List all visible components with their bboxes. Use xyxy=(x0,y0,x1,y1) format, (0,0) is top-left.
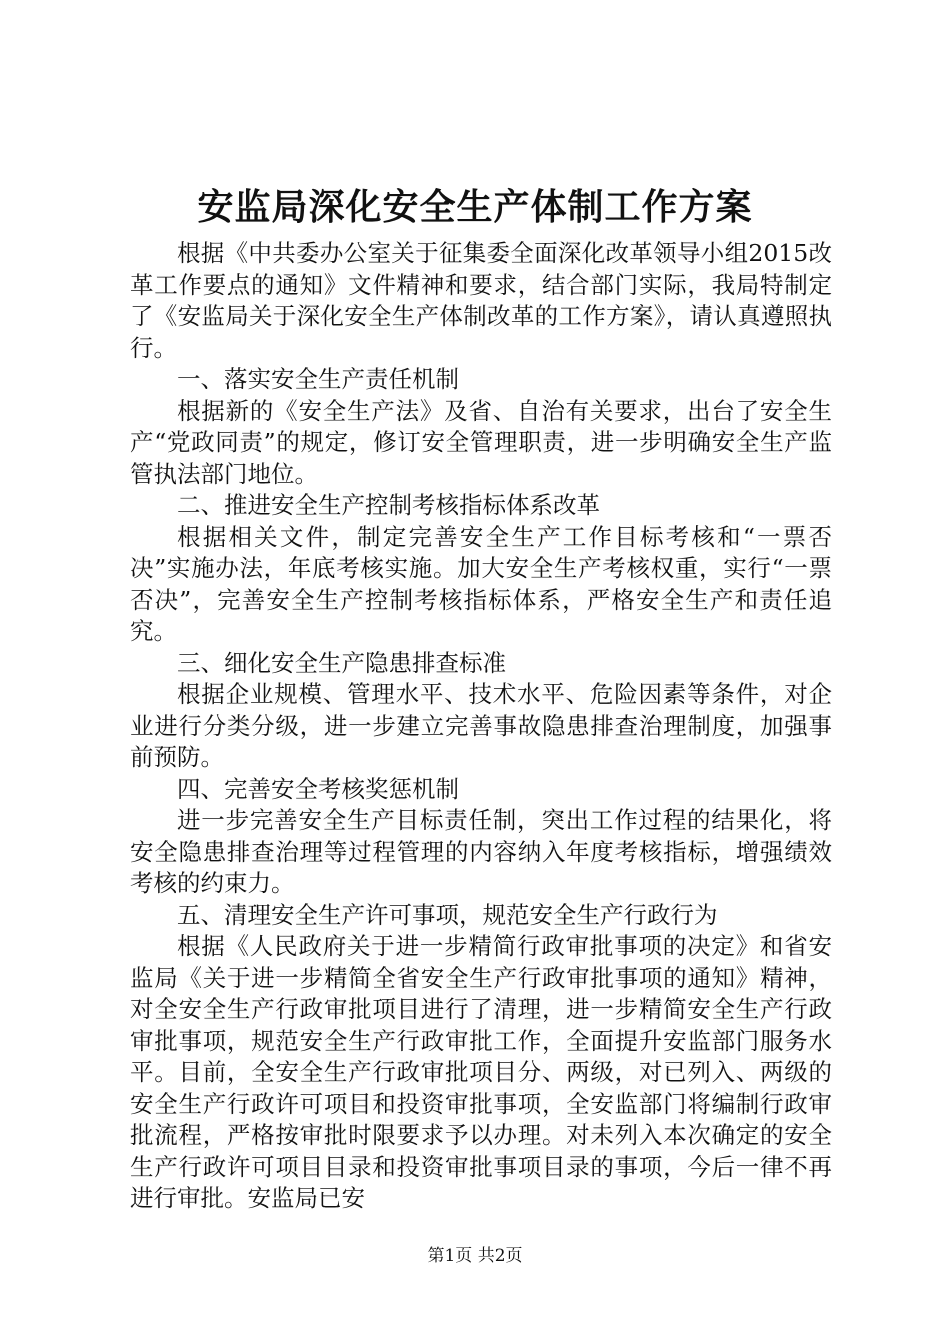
section-1-heading: 一、落实安全生产责任机制 xyxy=(177,365,459,393)
section-1-body: 根据新的《安全生产法》及省、自治有关要求，出台了安全生产“党政同责”的规定，修订安全管理职责，进一步明确安全生产监管执法部门地位。 xyxy=(130,396,832,488)
document-title: 安监局深化安全生产体制工作方案 xyxy=(197,187,753,228)
section-3-body: 根据企业规模、管理水平、技术水平、危险因素等条件，对企业进行分类分级，进一步建立完善事故隐患排查治理制度，加强事前预防。 xyxy=(130,680,832,771)
section-2-body: 根据相关文件，制定完善安全生产工作目标考核和“一票否决”实施办法，年底考核实施。加大安全生产考核权重，实行“一票否决”，完善安全生产控制考核指标体系，严格安全生产和责任追究。 xyxy=(130,522,832,645)
document-body xyxy=(130,238,832,1215)
section-2-heading: 二、推进安全生产控制考核指标体系改革 xyxy=(177,491,600,519)
intro-paragraph: 根据《中共委办公室关于征集委全面深化改革领导小组2015改革工作要点的通知》文件精神和要求，结合部门实际，我局特制定了《安监局关于深化安全生产体制改革的工作方案》，请认真遵照执行。 xyxy=(130,239,832,362)
section-4-heading: 四、完善安全考核奖惩机制 xyxy=(177,774,459,803)
section-5-body: 根据《人民政府关于进一步精简行政审批事项的决定》和省安监局《关于进一步精简全省安全生产行政审批事项的通知》精神，对全安全生产行政审批项目进行了清理，进一步精简安全生产行政审批事项，规范安全生产行政审批工作，全面提升安监部门服务水平。目前，全安全生产行政审批项目分、两级，对已列入、两级的安全生产行政许可项目和投资审批事项，全安监部门将编制行政审批流程，严格按审批时限要求予以办理。对未列入本次确定的安全生产行政许可项目目录和投资审批事项目录的事项，今后一律不再进行审批。安监局已安 xyxy=(130,932,832,1212)
section-4-body: 进一步完善安全生产目标责任制，突出工作过程的结果化，将安全隐患排查治理等过程管理的内容纳入年度考核指标，增强绩效考核的约束力。 xyxy=(130,806,832,897)
page-footer: 第1页 共2页 xyxy=(427,1246,523,1266)
section-5-heading: 五、清理安全生产许可事项，规范安全生产行政行为 xyxy=(177,900,718,929)
section-3-heading: 三、细化安全生产隐患排查标准 xyxy=(177,648,506,677)
